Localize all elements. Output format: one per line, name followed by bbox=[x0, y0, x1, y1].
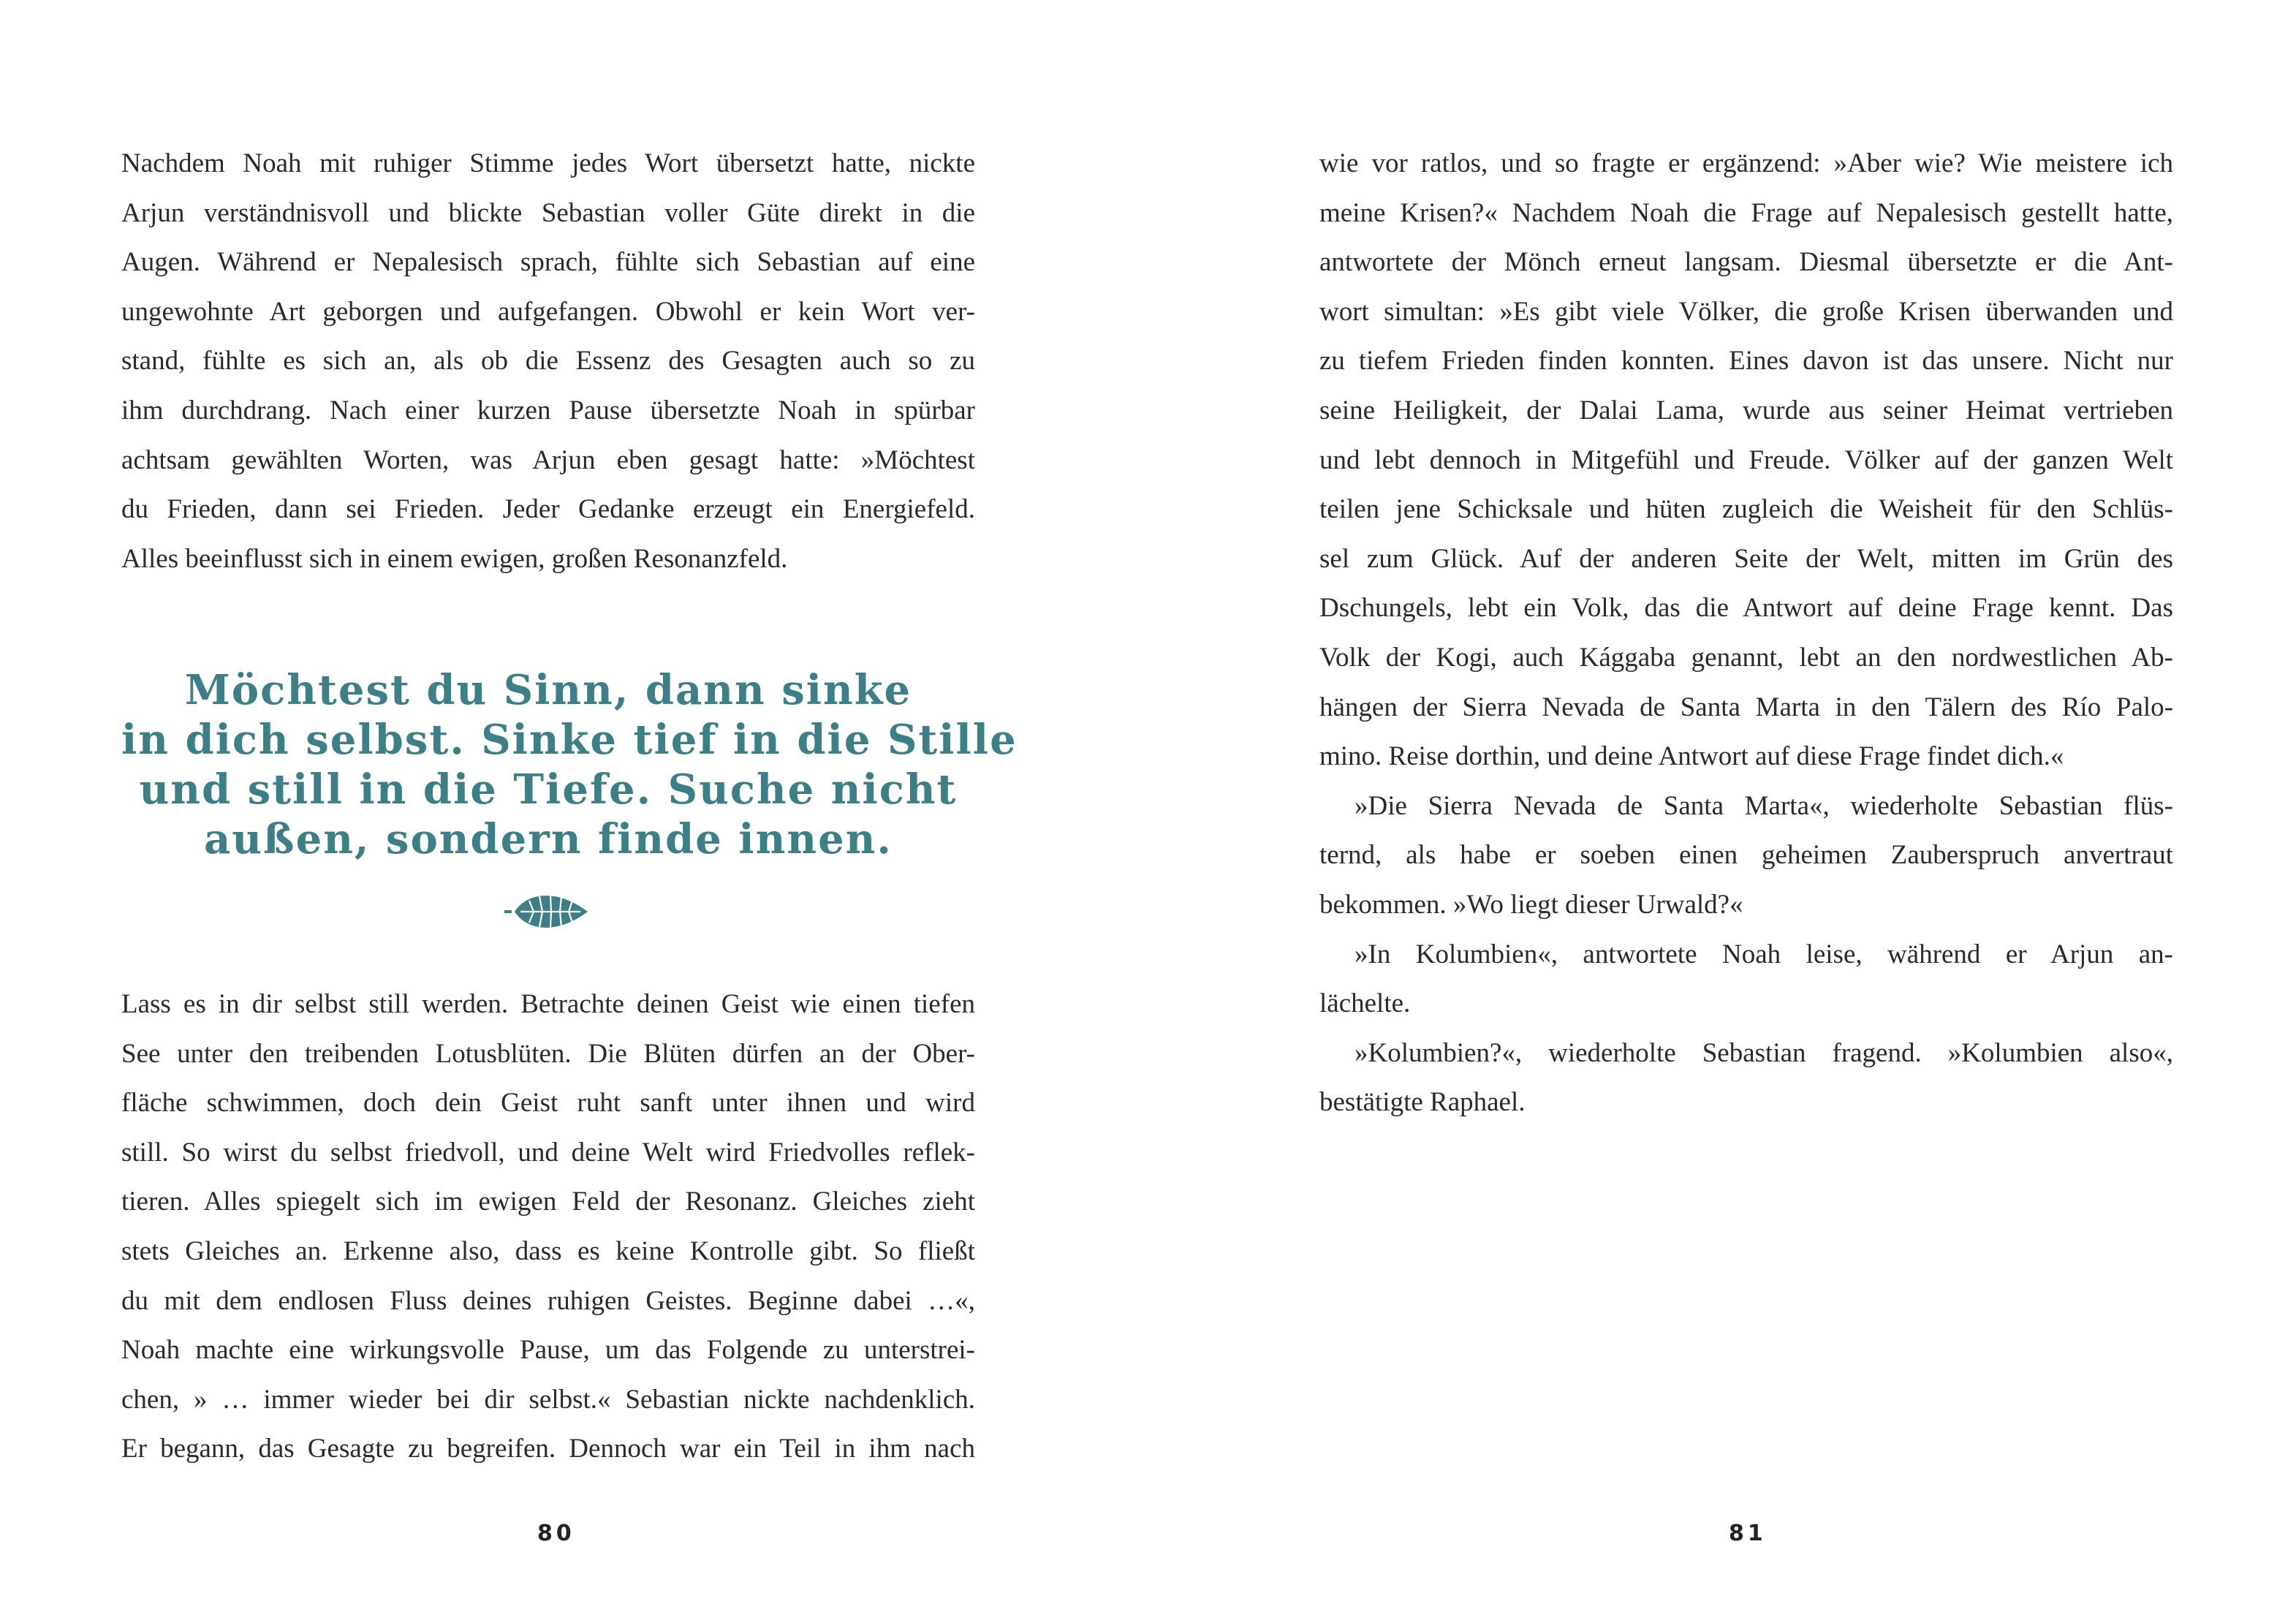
text-line: und lebt dennoch in Mitgefühl und Freude. Völker auf der ganzen Welt bbox=[1319, 444, 2173, 475]
text-line: fläche schwimmen, doch dein Geist ruht sanft unter ihnen und wird bbox=[121, 1088, 975, 1119]
pull-quote bbox=[121, 665, 1018, 864]
leaf-icon bbox=[504, 886, 589, 937]
quote-line: außen, sondern finde innen. bbox=[204, 815, 893, 863]
text-line: Er begann, das Gesagte zu begreifen. Dennoch war ein Teil in ihm nach bbox=[121, 1434, 975, 1464]
page-number-left: 80 bbox=[537, 1521, 575, 1546]
text-line: du mit dem endlosen Fluss deines ruhigen Geistes. Beginne dabei …«, bbox=[121, 1285, 975, 1316]
text-line: zu tiefem Frieden finden konnten. Eines davon ist das unsere. Nicht nur bbox=[1319, 346, 2173, 377]
text-line: bekommen. »Wo liegt dieser Urwald?« bbox=[1319, 889, 1743, 920]
text-line: antwortete der Mönch erneut langsam. Diesmal übersetzte er die Ant- bbox=[1319, 247, 2173, 278]
text-line: hängen der Sierra Nevada de Santa Marta in den Tälern des Río Palo- bbox=[1319, 692, 2173, 722]
text-line: Volk der Kogi, auch Kággaba genannt, lebt an den nordwestlichen Ab- bbox=[1319, 642, 2173, 673]
right-page bbox=[1148, 0, 2296, 1623]
text-line: Arjun verständnisvoll und blickte Sebastian voller Güte direkt in die bbox=[121, 197, 975, 228]
text-line: mino. Reise dorthin, und deine Antwort auf diese Frage findet dich.« bbox=[1319, 741, 2064, 772]
text-line: Dschungels, lebt ein Volk, das die Antwort auf deine Frage kennt. Das bbox=[1319, 593, 2173, 624]
text-line: Alles beeinflusst sich in einem ewigen, großen Resonanzfeld. bbox=[121, 543, 788, 574]
text-line: See unter den treibenden Lotusblüten. Die Blüten dürfen an der Ober- bbox=[121, 1038, 975, 1069]
text-line: teilen jene Schicksale und hüten zugleich die Weisheit für den Schlüs- bbox=[1319, 494, 2173, 525]
quote-line: Möchtest du Sinn, dann sinke bbox=[184, 666, 912, 714]
text-line: Nachdem Noah mit ruhiger Stimme jedes Wort übersetzt hatte, nickte bbox=[121, 148, 975, 178]
text-line: chen, » … immer wieder bei dir selbst.« Sebastian nickte nachdenklich. bbox=[121, 1384, 975, 1415]
page-number-right: 81 bbox=[1729, 1521, 1767, 1546]
quote-line: in dich selbst. Sinke tief in die Stille bbox=[121, 716, 1018, 764]
text-line: stets Gleiches an. Erkenne also, dass es keine Kontrolle gibt. So fließt bbox=[121, 1236, 975, 1266]
text-line: sel zum Glück. Auf der anderen Seite der Welt, mitten im Grün des bbox=[1319, 543, 2173, 574]
text-line: Augen. Während er Nepalesisch sprach, fühlte sich Sebastian auf eine bbox=[121, 247, 975, 278]
text-line: meine Krisen?« Nachdem Noah die Frage auf Nepalesisch gestellt hatte, bbox=[1319, 197, 2173, 228]
quote-line: und still in die Tiefe. Suche nicht bbox=[139, 765, 958, 814]
text-line: Noah machte eine wirkungsvolle Pause, um das Folgende zu unterstrei- bbox=[121, 1335, 975, 1366]
text-line: »In Kolumbien«, antwortete Noah leise, während er Arjun an- bbox=[1355, 939, 2173, 969]
text-line: seine Heiligkeit, der Dalai Lama, wurde aus seiner Heimat vertrieben bbox=[1319, 395, 2173, 425]
text-line: achtsam gewählten Worten, was Arjun eben gesagt hatte: »Möchtest bbox=[121, 444, 975, 475]
text-line: Lass es in dir selbst still werden. Betrachte deinen Geist wie einen tiefen bbox=[121, 989, 975, 1019]
text-line: wort simultan: »Es gibt viele Völker, die große Krisen überwanden und bbox=[1319, 296, 2173, 327]
text-line: ihm durchdrang. Nach einer kurzen Pause übersetzte Noah in spürbar bbox=[121, 395, 975, 425]
text-line: ternd, als habe er soeben einen geheimen Zauberspruch anvertraut bbox=[1319, 840, 2173, 871]
text-line: bestätigte Raphael. bbox=[1319, 1087, 1526, 1118]
text-line: ungewohnte Art geborgen und aufgefangen. Obwohl er kein Wort ver- bbox=[121, 296, 975, 327]
text-line: »Die Sierra Nevada de Santa Marta«, wiederholte Sebastian flüs- bbox=[1355, 790, 2173, 821]
text-line: wie vor ratlos, und so fragte er ergänzend: »Aber wie? Wie meistere ich bbox=[1319, 148, 2173, 178]
left-paragraph-2 bbox=[121, 980, 975, 1474]
text-line: stand, fühlte es sich an, als ob die Essenz des Gesagten auch so zu bbox=[121, 346, 975, 377]
right-text bbox=[1319, 139, 2173, 1127]
text-line: still. So wirst du selbst friedvoll, und deine Welt wird Friedvolles reflek- bbox=[121, 1137, 975, 1168]
text-line: »Kolumbien?«, wiederholte Sebastian fragend. »Kolumbien also«, bbox=[1355, 1037, 2173, 1068]
text-line: tieren. Alles spiegelt sich im ewigen Feld der Resonanz. Gleiches zieht bbox=[121, 1187, 975, 1217]
left-paragraph-1 bbox=[121, 139, 975, 583]
text-line: lächelte. bbox=[1319, 988, 1411, 1019]
text-line: du Frieden, dann sei Frieden. Jeder Gedanke erzeugt ein Energiefeld. bbox=[121, 494, 975, 525]
